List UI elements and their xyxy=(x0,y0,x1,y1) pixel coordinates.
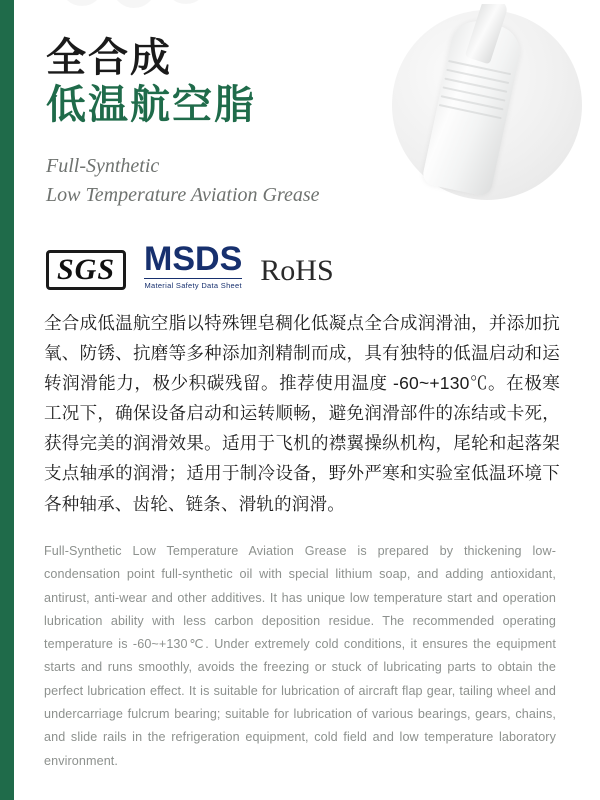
description-chinese: 全合成低温航空脂以特殊锂皂稠化低凝点全合成润滑油，并添加抗氧、防锈、抗磨等多种添加剂精制而成，具有独特的低温启动和运转润滑能力，极少积碳残留。推荐使用温度 -60~+130℃。在极寒工况下，确保设备启动和运转顺畅，避免润滑部件的冻结或卡死，获得完美的润滑效果。适用于飞机的襟翼操纵机构，尾轮和起落架支点轴承的润滑；适用于制冷设备，野外严寒和实验室低温环境下各种轴承、齿轮、链条、滑轨的润滑。 xyxy=(44,313,560,514)
decorative-arcs xyxy=(60,0,240,22)
page-subtitle-en xyxy=(46,152,416,210)
page-title-cn-line1: 全合成 xyxy=(46,36,172,80)
left-accent-bar xyxy=(0,0,14,800)
msds-logo xyxy=(144,242,242,290)
title-block xyxy=(46,36,416,210)
page-subtitle-en-line1: Full-Synthetic xyxy=(46,154,160,177)
certification-logos xyxy=(46,242,334,290)
sgs-logo: SGS xyxy=(46,250,126,291)
msds-logo-label: MSDS xyxy=(144,240,243,278)
page-title-cn-line2: 低温航空脂 xyxy=(46,82,256,127)
description-english: Full-Synthetic Low Temperature Aviation Grease is prepared by thickening low-condensation point full-synthetic oil with special lithium soap, and adding antioxidant, antirust, anti-wear and other additives. It has unique low temperature start and operation lubrication ability with less carbon deposition residue. The recommended operating temperature is -60~+130℃. Under extremely cold conditions, it ensures the equipment starts and runs smoothly, avoids the freezing or stuck of lubricating parts to obtain the perfect lubrication effect. It is suitable for lubrication of aircraft flap gear, tailing wheel and undercarriage fulcrum bearing; suitable for lubrication of various bearings, gears, chains, and slide rails in the refrigeration equipment, cold field and low temperature laboratory environment. xyxy=(44,544,556,768)
msds-logo-sublabel: Material Safety Data Sheet xyxy=(144,278,242,290)
rohs-logo: RoHS xyxy=(260,254,334,287)
page-subtitle-en-line2: Low Temperature Aviation Grease xyxy=(46,183,320,206)
